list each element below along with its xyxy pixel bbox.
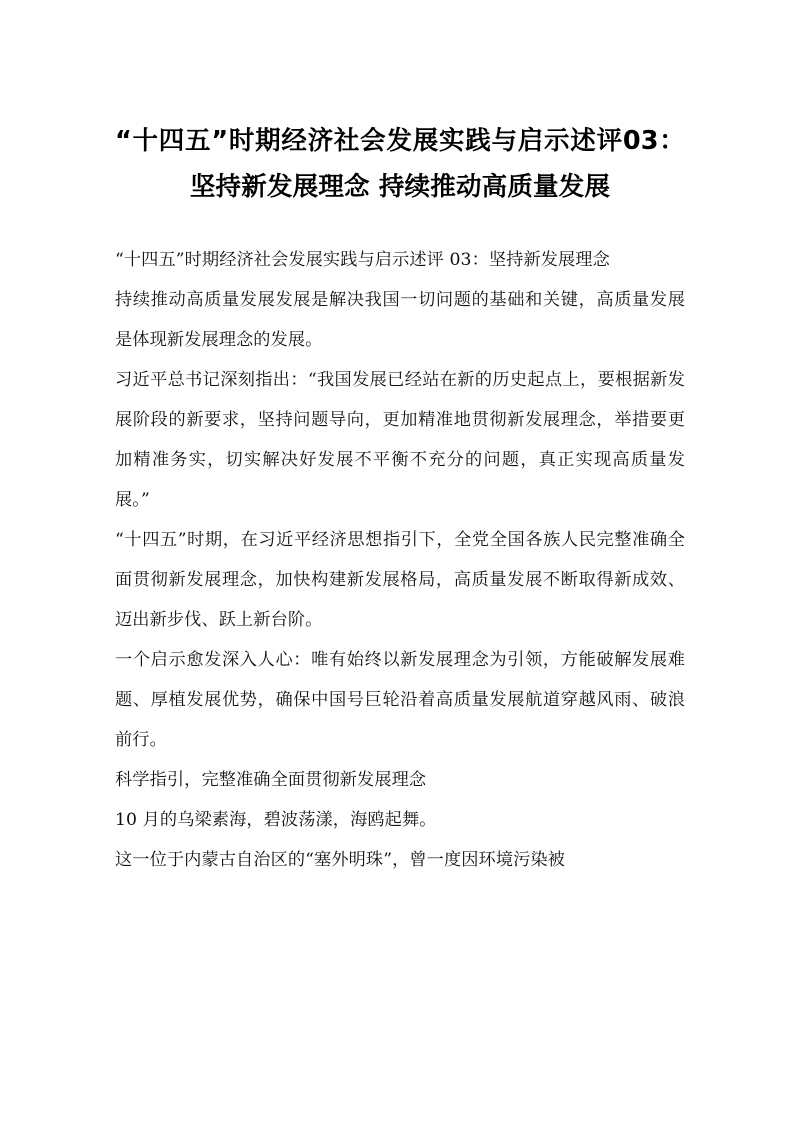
paragraph: “十四五”时期经济社会发展实践与启示述评 03：坚持新发展理念 <box>115 250 610 270</box>
paragraph: 这一位于内蒙古自治区的“塞外明珠”，曾一度因环境污染被 <box>115 850 565 870</box>
paragraph: 10 月的乌梁素海，碧波荡漾，海鸥起舞。 <box>115 810 437 830</box>
page-title: “十四五”时期经济社会发展实践与启示述评03：坚持新发展理念 持续推动高质量发展 <box>115 126 685 202</box>
paragraph: “十四五”时期，在习近平经济思想指引下，全党全国各族人民完整准确全面贯彻新发展理念，加快构建新发展格局，高质量发展不断取得新成效、迈出新步伐、跃上新台阶。 <box>115 530 685 630</box>
paragraph: 科学指引，完整准确全面贯彻新发展理念 <box>115 770 427 790</box>
paragraph: 一个启示愈发深入人心：唯有始终以新发展理念为引领，方能破解发展难题、厚植发展优势，确保中国号巨轮沿着高质量发展航道穿越风雨、破浪前行。 <box>115 650 685 750</box>
paragraph: 习近平总书记深刻指出：“我国发展已经站在新的历史起点上，要根据新发展阶段的新要求，坚持问题导向，更加精准地贯彻新发展理念，举措要更加精准务实，切实解决好发展不平衡不充分的问题，真正实现高质量发展。” <box>115 370 685 510</box>
paragraph: 持续推动高质量发展发展是解决我国一切问题的基础和关键，高质量发展是体现新发展理念的发展。 <box>115 290 685 350</box>
document-body <box>115 240 685 880</box>
